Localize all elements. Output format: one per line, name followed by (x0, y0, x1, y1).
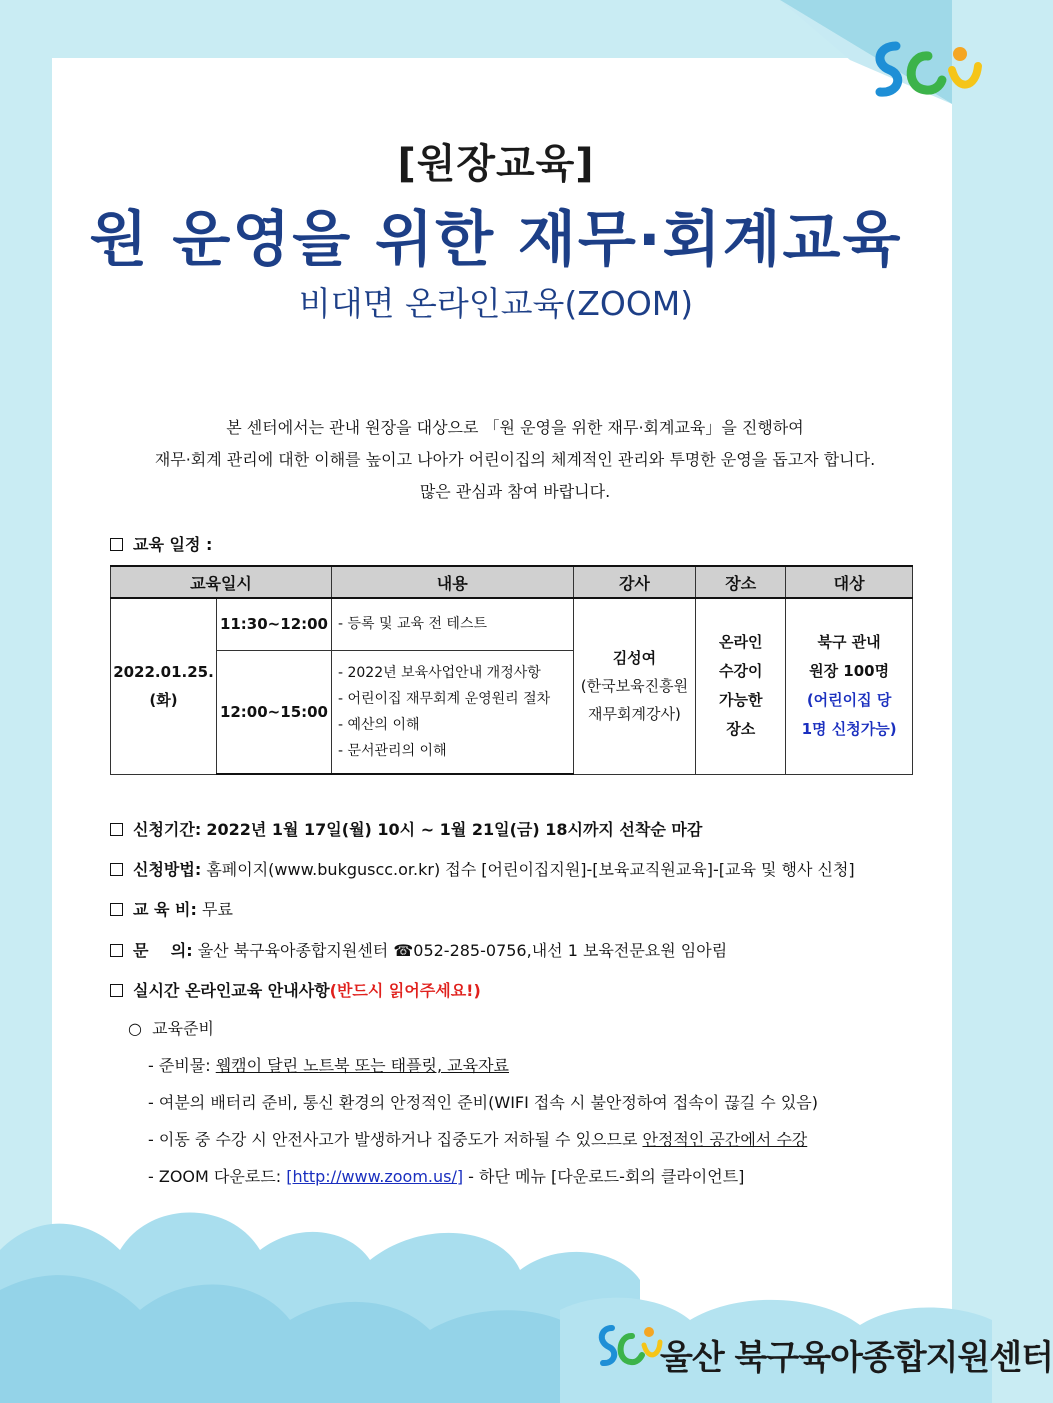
prep-item-3: - 이동 중 수강 시 안전사고가 발생하거나 집중도가 저하될 수 있으므로 안정적인 공간에서 수강 (148, 1130, 808, 1149)
checkbox-square-icon (110, 823, 123, 836)
place-cell: 온라인 수강이 가능한 장소 (696, 598, 786, 774)
date-cell: 2022.01.25. (화) (111, 598, 217, 774)
checkbox-square-icon (110, 944, 123, 957)
instructor-cell: 김성여 (한국보육진흥원 재무회계강사) (573, 598, 696, 774)
slot1-content: - 등록 및 교육 전 테스트 (331, 598, 573, 650)
intro-line-2: 재무·회계 관리에 대한 이해를 높이고 나아가 어린이집의 체계적인 관리와 투명한 운영을 돕고자 합니다. (154, 450, 876, 469)
target-cell: 북구 관내 원장 100명 (어린이집 당 1명 신청가능) (786, 598, 913, 774)
footer-logo-icon (596, 1320, 662, 1380)
sub-title: 비대면 온라인교육(ZOOM) (298, 284, 694, 323)
education-fee: 교 육 비: 무료 (110, 897, 233, 920)
prep-item-1: - 준비물: 웹캠이 달린 노트북 또는 태플릿, 교육자료 (148, 1056, 509, 1075)
checkbox-square-icon (110, 984, 123, 997)
prep-item-4: - ZOOM 다운로드: [http://www.zoom.us/] - 하단 메뉴 [다운로드-회의 클라이언트] (148, 1167, 745, 1186)
application-method: 신청방법: 홈페이지(www.bukguscc.or.kr) 접수 [어린이집지원]-[보육교직원교육]-[교육 및 행사 신청] (110, 857, 855, 880)
contact-info: 문 의: 울산 북구육아종합지원센터 ☎052-285-0756,내선 1 보육전문요원 임아림 (110, 938, 727, 961)
online-notice-heading: 실시간 온라인교육 안내사항(반드시 읽어주세요!) (110, 978, 481, 1001)
header-place: 장소 (696, 566, 786, 598)
intro-paragraph (100, 412, 930, 508)
schedule-label: 교육 일정 : (110, 532, 212, 555)
header-target: 대상 (786, 566, 913, 598)
center-logo-icon (868, 36, 988, 106)
header-instructor: 강사 (573, 566, 696, 598)
header-content: 내용 (331, 566, 573, 598)
main-title: 원 운영을 위한 재무·회계교육 (89, 205, 903, 275)
intro-line-3: 많은 관심과 참여 바랍니다. (419, 482, 611, 501)
schedule-table (110, 565, 913, 775)
checkbox-square-icon (110, 538, 123, 551)
table-row (111, 598, 913, 650)
intro-line-1: 본 센터에서는 관내 원장을 대상으로 「원 운영을 위한 재무·회계교육」을 진행하여 (226, 418, 804, 437)
slot2-time: 12:00~15:00 (216, 650, 331, 774)
checkbox-square-icon (110, 903, 123, 916)
slot1-time: 11:30~12:00 (216, 598, 331, 650)
prep-item-2: - 여분의 배터리 준비, 통신 환경의 안정적인 준비(WIFI 접속 시 불안정하여 접속이 끊길 수 있음) (148, 1093, 818, 1112)
table-header-row (111, 566, 913, 598)
title-bracket: [원장교육] (397, 141, 595, 187)
header-date: 교육일시 (111, 566, 332, 598)
application-period: 신청기간: 2022년 1월 17일(월) 10시 ~ 1월 21일(금) 18시까지 선착순 마감 (110, 817, 702, 840)
footer-org-name: 울산 북구육아종합지원센터 (660, 1338, 1053, 1378)
slot2-content: - 2022년 보육사업안내 개정사항 - 어린이집 재무회계 운영원리 절차 - 예산의 이해 - 문서관리의 이해 (331, 650, 573, 774)
zoom-download-link[interactable]: [http://www.zoom.us/] (286, 1167, 464, 1186)
prep-heading: ○ 교육준비 (128, 1019, 214, 1038)
checkbox-square-icon (110, 863, 123, 876)
